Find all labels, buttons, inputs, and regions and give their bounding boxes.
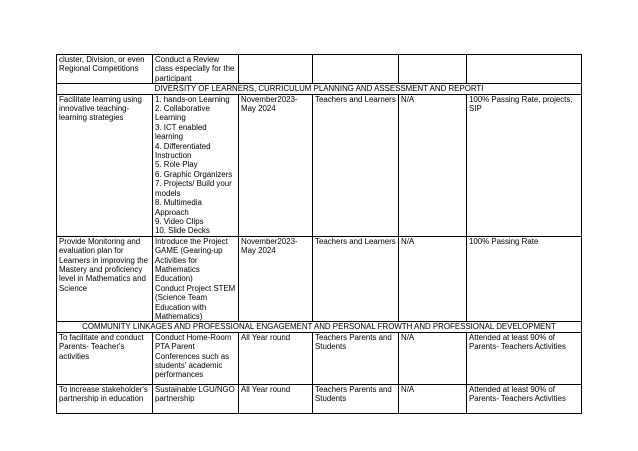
- activity-item: 5. Role Play: [155, 160, 198, 170]
- activity-item: Introduce the Project GAME (Gearing-up Activities for Mathematics Education): [155, 236, 228, 284]
- activities-cell: Conduct Home-Room PTA Parent Conferences such as students' academic performances: [153, 332, 239, 384]
- table-row: [57, 332, 582, 384]
- persons-cell: Teachers Parents and Students: [313, 332, 399, 384]
- objective-cell: cluster, Division, or even Regional Competitions: [57, 55, 153, 84]
- activity-item: 6. Graphic Organizers: [155, 169, 233, 179]
- section-row: [57, 84, 582, 94]
- indicator-cell: [467, 55, 582, 84]
- budget-cell: N/A: [399, 236, 467, 322]
- persons-cell: Teachers and Learners: [313, 94, 399, 236]
- timeline-cell: [239, 55, 313, 84]
- budget-cell: N/A: [399, 94, 467, 236]
- persons-cell: [313, 55, 399, 84]
- objective-cell: To facilitate and conduct Parents- Teacher's activities: [57, 332, 153, 384]
- timeline-cell: November2023-May 2024: [239, 94, 313, 236]
- persons-cell: Teachers and Learners: [313, 236, 399, 322]
- budget-cell: N/A: [399, 332, 467, 384]
- table-row: [57, 94, 582, 236]
- indicator-cell: Attended at least 90% of Parents- Teachers Activities: [467, 384, 582, 413]
- activity-item: 1. hands-on Learning: [155, 94, 230, 104]
- budget-cell: N/A: [399, 384, 467, 413]
- timeline-cell: November2023-May 2024: [239, 236, 313, 322]
- action-plan-table: [56, 54, 582, 414]
- table-row: [57, 55, 582, 84]
- indicator-cell: 100% Passing Rate, projects, SIP: [467, 94, 582, 236]
- activity-item: 10. Slide Decks: [155, 226, 210, 236]
- table-row: [57, 384, 582, 413]
- budget-cell: [399, 55, 467, 84]
- objective-cell: To increase stakeholder's partnership in education: [57, 384, 153, 413]
- table-row: [57, 236, 582, 322]
- objective-cell: Facilitate learning using innovative teaching-learning strategies: [57, 94, 153, 236]
- activities-cell: Conduct a Review class especially for the participant: [153, 55, 239, 84]
- activities-cell: Sustainable LGU/NGO partnership: [153, 384, 239, 413]
- indicator-cell: 100% Passing Rate: [467, 236, 582, 322]
- section-heading: COMMUNITY LINKAGES AND PROFESSIONAL ENGAGEMENT AND PERSONAL FROWTH AND PROFESSIONAL DEVELOPMENT: [57, 322, 582, 332]
- persons-cell: Teachers Parents and Students: [313, 384, 399, 413]
- activities-cell: [153, 94, 239, 236]
- section-row: [57, 322, 582, 332]
- objective-cell: Provide Monitoring and evaluation plan for Learners in improving the Mastery and proficiency level in Mathematics and Science: [57, 236, 153, 322]
- activity-item: 8. Multimedia Approach: [155, 198, 202, 217]
- activity-item: 4. Differentiated Instruction: [155, 141, 211, 161]
- section-heading: DIVERSITY OF LEARNERS, CURRICULUM PLANNING AND ASSESSMENT AND REPORTI: [57, 84, 582, 94]
- indicator-cell: Attended at least 90% of Parents- Teachers Activities: [467, 332, 582, 384]
- timeline-cell: All Year round: [239, 332, 313, 384]
- activities-cell: [153, 236, 239, 322]
- activity-item: 2. Collaborative Learning: [155, 104, 210, 123]
- activity-item: 9. Video Clips: [155, 216, 204, 226]
- activity-item: Conduct Project STEM (Science Team Education with Mathematics): [155, 283, 236, 321]
- timeline-cell: All Year round: [239, 384, 313, 413]
- activity-item: 7. Projects/ Build your models: [155, 179, 232, 198]
- activity-item: 3. ICT enabled learning: [155, 122, 207, 142]
